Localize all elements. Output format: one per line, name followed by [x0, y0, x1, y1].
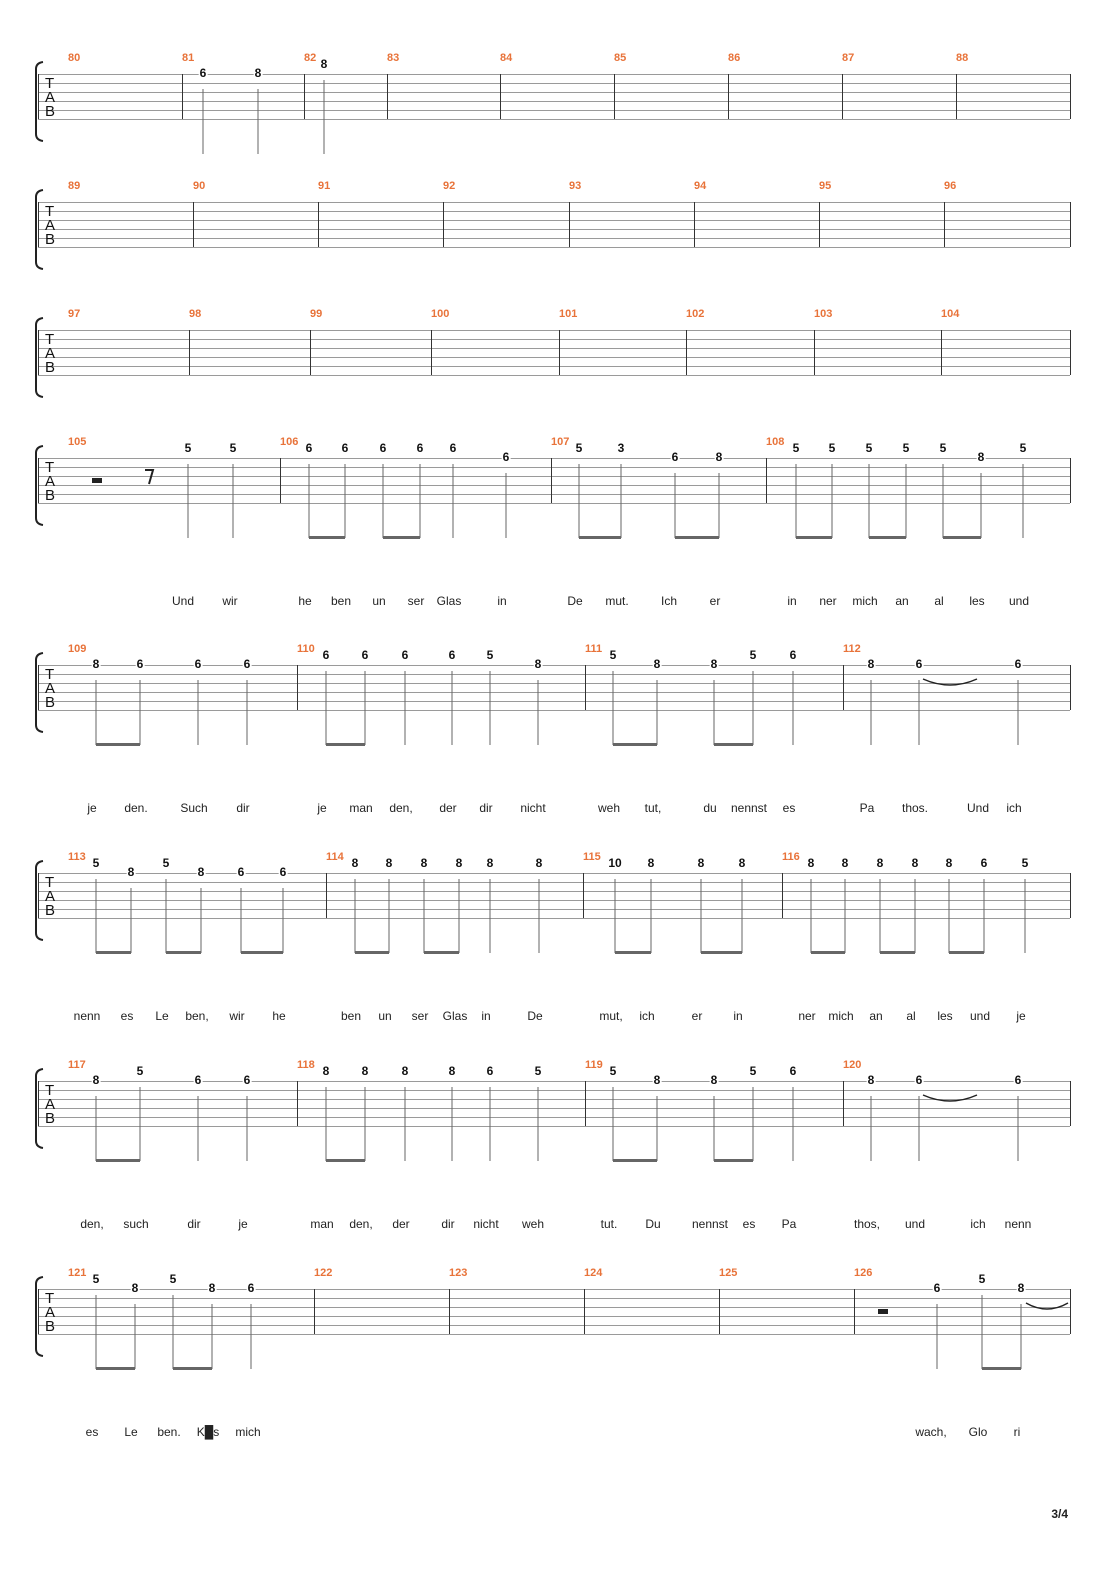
fret-number: 8	[911, 856, 919, 870]
measure-number: 117	[68, 1059, 86, 1071]
fret-number: 6	[194, 1073, 202, 1087]
tab-clef-letter: B	[45, 231, 56, 248]
lyric-syllable: und	[1008, 594, 1030, 608]
fret-number: 5	[169, 1272, 177, 1286]
lyric-syllable: in	[481, 1009, 491, 1023]
fret-number: 8	[401, 1064, 409, 1078]
tab-clef-letter: T	[45, 203, 55, 220]
tab-clef-letter: T	[45, 666, 55, 683]
fret-number: 8	[807, 856, 815, 870]
fret-number: 6	[401, 648, 409, 662]
fret-number: 6	[322, 648, 330, 662]
lyric-syllable: ich	[639, 1009, 655, 1023]
lyric-syllable: Le	[124, 1425, 138, 1439]
lyric-syllable: du	[703, 801, 717, 815]
lyric-syllable: ner	[819, 594, 837, 608]
fret-number: 8	[455, 856, 463, 870]
fret-number: 6	[136, 657, 144, 671]
measure-number: 97	[68, 308, 81, 320]
tab-clef-letter: A	[45, 473, 56, 490]
lyric-syllable: an	[869, 1009, 883, 1023]
fret-number: 5	[749, 1064, 757, 1078]
measure-number: 122	[314, 1267, 333, 1279]
fret-number: 8	[92, 1073, 100, 1087]
fret-number: 6	[449, 441, 457, 455]
fret-number: 8	[697, 856, 705, 870]
lyric-syllable: Ich	[660, 594, 678, 608]
fret-number: 8	[208, 1281, 216, 1295]
measure-number: 99	[310, 308, 323, 320]
lyric-syllable: ich	[1006, 801, 1022, 815]
fret-number: 6	[671, 450, 679, 464]
measure-number: 87	[842, 52, 855, 64]
measure-number: 93	[569, 180, 582, 192]
measure-number: 101	[559, 308, 578, 320]
lyric-syllable: es	[120, 1009, 134, 1023]
lyric-syllable: nennst	[691, 1217, 729, 1231]
lyric-syllable: den,	[349, 1217, 373, 1231]
lyric-syllable: und	[969, 1009, 991, 1023]
tab-clef-letter: B	[45, 1318, 56, 1335]
lyric-syllable: ben,	[185, 1009, 209, 1023]
fret-number: 6	[247, 1281, 255, 1295]
note-beam	[613, 1159, 657, 1162]
fret-number: 8	[867, 1073, 875, 1087]
lyric-syllable: Und	[171, 594, 195, 608]
lyric-syllable: in	[497, 594, 507, 608]
measure-number: 121	[68, 1267, 87, 1279]
note-beam	[613, 743, 657, 746]
fret-number: 6	[1014, 657, 1022, 671]
tie-arc	[923, 1095, 977, 1101]
tab-clef-letter: B	[45, 694, 56, 711]
lyric-syllable: Du	[645, 1217, 661, 1231]
fret-number: 8	[841, 856, 849, 870]
note-beam	[326, 743, 365, 746]
lyric-syllable: such	[123, 1217, 149, 1231]
fret-number: 5	[229, 441, 237, 455]
fret-number: 6	[789, 1064, 797, 1078]
lyric-syllable: ner	[798, 1009, 816, 1023]
fret-number: 8	[197, 865, 205, 879]
measure-number: 82	[304, 52, 317, 64]
tab-clef-letter: B	[45, 1110, 56, 1127]
measure-number: 86	[728, 52, 741, 64]
lyric-syllable: un	[378, 1009, 392, 1023]
note-beam	[982, 1367, 1021, 1370]
measure-number: 80	[68, 52, 81, 64]
lyric-syllable: mich	[235, 1425, 261, 1439]
lyric-syllable: mich	[828, 1009, 854, 1023]
measure-number: 89	[68, 180, 81, 192]
fret-number: 8	[534, 657, 542, 671]
note-beam	[96, 951, 131, 954]
note-beam	[579, 536, 621, 539]
fret-number: 8	[535, 856, 543, 870]
lyric-syllable: nenn	[1004, 1217, 1032, 1231]
fret-number: 6	[361, 648, 369, 662]
note-beam	[355, 951, 389, 954]
note-beam	[714, 1159, 753, 1162]
fret-number: 6	[915, 1073, 923, 1087]
measure-number: 114	[326, 851, 344, 863]
note-beam	[869, 536, 906, 539]
lyric-syllable: ser	[411, 1009, 429, 1023]
fret-number: 6	[980, 856, 988, 870]
measure-number: 105	[68, 436, 87, 448]
measure-number: 83	[387, 52, 400, 64]
lyric-syllable: wir	[222, 594, 238, 608]
lyric-syllable: Le	[155, 1009, 169, 1023]
lyric-syllable: mut,	[599, 1009, 623, 1023]
whole-rest	[878, 1309, 888, 1314]
lyric-syllable: ben	[340, 1009, 362, 1023]
tab-clef-letter: T	[45, 459, 55, 476]
lyric-syllable: ich	[970, 1217, 986, 1231]
tab-clef-letter: B	[45, 487, 56, 504]
note-beam	[241, 951, 283, 954]
measure-number: 108	[766, 436, 785, 448]
lyric-syllable: Pa	[781, 1217, 797, 1231]
measure-number: 103	[814, 308, 833, 320]
tab-clef-letter: T	[45, 874, 55, 891]
fret-number: 5	[162, 856, 170, 870]
fret-number: 6	[199, 66, 207, 80]
fret-number: 8	[385, 856, 393, 870]
lyric-syllable: an	[895, 594, 909, 608]
fret-number: 5	[184, 441, 192, 455]
fret-number: 5	[534, 1064, 542, 1078]
measure-number: 113	[68, 851, 86, 863]
note-beam	[796, 536, 832, 539]
fret-number: 8	[351, 856, 359, 870]
measure-number: 111	[585, 643, 603, 655]
note-beam	[949, 951, 984, 954]
lyric-syllable: nicht	[473, 1217, 499, 1231]
lyric-syllable: der	[392, 1217, 410, 1231]
fret-number: 8	[977, 450, 985, 464]
tie-arc	[923, 679, 977, 685]
fret-number: 6	[448, 648, 456, 662]
tab-clef-letter: A	[45, 1096, 56, 1113]
lyric-syllable: thos.	[901, 801, 929, 815]
fret-number: 5	[792, 441, 800, 455]
note-beam	[383, 536, 420, 539]
lyric-syllable: je	[1016, 1009, 1026, 1023]
lyric-syllable: es	[85, 1425, 99, 1439]
tab-clef-letter: B	[45, 902, 56, 919]
lyric-syllable: nicht	[520, 801, 546, 815]
note-beam	[309, 536, 345, 539]
lyric-syllable: es	[782, 801, 796, 815]
lyric-syllable: weh	[521, 1217, 545, 1231]
note-beam	[424, 951, 459, 954]
lyric-syllable: les	[937, 1009, 953, 1023]
lyric-syllable: Glas	[436, 594, 462, 608]
fret-number: 6	[502, 450, 510, 464]
lyric-syllable: er	[709, 594, 721, 608]
fret-number: 5	[136, 1064, 144, 1078]
lyric-syllable: he	[298, 594, 312, 608]
lyric-syllable: les	[969, 594, 985, 608]
fret-number: 8	[653, 657, 661, 671]
measure-number: 95	[819, 180, 832, 192]
fret-number: 5	[828, 441, 836, 455]
lyric-syllable: al	[906, 1009, 916, 1023]
lyric-syllable: wach,	[915, 1425, 947, 1439]
fret-number: 8	[738, 856, 746, 870]
measure-number: 85	[614, 52, 627, 64]
lyric-syllable: wir	[229, 1009, 245, 1023]
lyric-syllable: weh	[597, 801, 621, 815]
lyric-syllable: ben.	[157, 1425, 181, 1439]
fret-number: 8	[647, 856, 655, 870]
lyric-syllable: in	[787, 594, 797, 608]
fret-number: 5	[1019, 441, 1027, 455]
fret-number: 5	[486, 648, 494, 662]
fret-number: 5	[575, 441, 583, 455]
fret-number: 6	[243, 1073, 251, 1087]
tab-clef-letter: T	[45, 75, 55, 92]
lyric-syllable: es	[742, 1217, 756, 1231]
tab-clef-letter: A	[45, 345, 56, 362]
lyric-syllable: er	[691, 1009, 703, 1023]
fret-number: 6	[279, 865, 287, 879]
lyric-syllable: in	[733, 1009, 743, 1023]
lyric-syllable: den,	[80, 1217, 104, 1231]
note-beam	[714, 743, 753, 746]
fret-number: 8	[867, 657, 875, 671]
lyric-syllable: K█s	[196, 1425, 220, 1439]
lyric-syllable: dir	[187, 1217, 201, 1231]
lyric-syllable: den,	[389, 801, 413, 815]
fret-number: 10	[608, 856, 622, 870]
note-beam	[675, 536, 719, 539]
fret-number: 8	[320, 57, 328, 71]
fret-number: 5	[902, 441, 910, 455]
fret-number: 5	[865, 441, 873, 455]
measure-number: 92	[443, 180, 456, 192]
fret-number: 5	[609, 648, 617, 662]
measure-number: 91	[318, 180, 331, 192]
fret-number: 8	[131, 1281, 139, 1295]
fret-number: 6	[915, 657, 923, 671]
fret-number: 5	[1021, 856, 1029, 870]
note-beam	[943, 536, 981, 539]
fret-number: 6	[789, 648, 797, 662]
measure-number: 81	[182, 52, 195, 64]
measure-number: 90	[193, 180, 206, 192]
fret-number: 8	[710, 1073, 718, 1087]
fret-number: 6	[341, 441, 349, 455]
fret-number: 5	[609, 1064, 617, 1078]
fret-number: 8	[448, 1064, 456, 1078]
fret-number: 5	[92, 856, 100, 870]
lyric-syllable: ben	[330, 594, 352, 608]
fret-number: 8	[420, 856, 428, 870]
fret-number: 8	[92, 657, 100, 671]
fret-number: 5	[92, 1272, 100, 1286]
tab-clef-letter: A	[45, 680, 56, 697]
note-beam	[880, 951, 915, 954]
fret-number: 6	[486, 1064, 494, 1078]
lyric-syllable: je	[238, 1217, 248, 1231]
fret-number: 8	[361, 1064, 369, 1078]
lyric-syllable: al	[934, 594, 944, 608]
lyric-syllable: den.	[124, 801, 148, 815]
lyric-syllable: dir	[479, 801, 493, 815]
fret-number: 8	[653, 1073, 661, 1087]
note-beam	[166, 951, 201, 954]
tab-clef-letter: B	[45, 359, 56, 376]
lyric-syllable: je	[317, 801, 327, 815]
fret-number: 8	[254, 66, 262, 80]
measure-number: 100	[431, 308, 450, 320]
tab-clef-letter: A	[45, 89, 56, 106]
fret-number: 6	[243, 657, 251, 671]
lyric-syllable: mich	[852, 594, 878, 608]
lyric-syllable: un	[372, 594, 386, 608]
tie-arc	[1026, 1303, 1068, 1309]
measure-number: 88	[956, 52, 969, 64]
tab-clef-letter: A	[45, 1304, 56, 1321]
note-beam	[326, 1159, 365, 1162]
measure-number: 104	[941, 308, 960, 320]
measure-number: 120	[843, 1059, 862, 1071]
note-beam	[701, 951, 742, 954]
lyric-syllable: De	[567, 594, 583, 608]
fret-number: 5	[749, 648, 757, 662]
measure-number: 84	[500, 52, 513, 64]
lyric-syllable: Glas	[442, 1009, 468, 1023]
tab-clef-letter: B	[45, 103, 56, 120]
fret-number: 6	[194, 657, 202, 671]
measure-number: 115	[583, 851, 601, 863]
tab-clef-letter: T	[45, 1290, 55, 1307]
note-beam	[173, 1367, 212, 1370]
lyric-syllable: mut.	[605, 594, 629, 608]
lyric-syllable: nenn	[73, 1009, 101, 1023]
measure-number: 110	[297, 643, 315, 655]
measure-number: 106	[280, 436, 299, 448]
measure-number: 107	[551, 436, 570, 448]
measure-number: 116	[782, 851, 800, 863]
measure-number: 94	[694, 180, 707, 192]
fret-number: 8	[945, 856, 953, 870]
lyric-syllable: thos,	[853, 1217, 881, 1231]
fret-number: 6	[305, 441, 313, 455]
fret-number: 8	[127, 865, 135, 879]
fret-number: 8	[715, 450, 723, 464]
page-number: 3/4	[1051, 1507, 1068, 1521]
note-beam	[96, 1367, 135, 1370]
measure-number: 125	[719, 1267, 738, 1279]
lyric-syllable: Glo	[968, 1425, 988, 1439]
lyric-syllable: he	[272, 1009, 286, 1023]
lyric-syllable: nennst	[730, 801, 768, 815]
measure-number: 102	[686, 308, 705, 320]
measure-number: 112	[843, 643, 861, 655]
measure-number: 96	[944, 180, 957, 192]
lyric-syllable: dir	[441, 1217, 455, 1231]
tab-clef-letter: A	[45, 217, 56, 234]
fret-number: 6	[933, 1281, 941, 1295]
lyric-syllable: tut,	[644, 801, 662, 815]
fret-number: 8	[1017, 1281, 1025, 1295]
note-beam	[96, 743, 140, 746]
fret-number: 5	[939, 441, 947, 455]
measure-number: 118	[297, 1059, 315, 1071]
measure-number: 98	[189, 308, 202, 320]
fret-number: 3	[617, 441, 625, 455]
fret-number: 6	[416, 441, 424, 455]
lyric-syllable: ser	[407, 594, 425, 608]
lyric-syllable: der	[439, 801, 457, 815]
lyric-syllable: Pa	[859, 801, 875, 815]
measure-number: 119	[585, 1059, 603, 1071]
fret-number: 5	[978, 1272, 986, 1286]
whole-rest	[92, 478, 102, 483]
fret-number: 8	[322, 1064, 330, 1078]
fret-number: 8	[876, 856, 884, 870]
lyric-syllable: je	[87, 801, 97, 815]
lyric-syllable: und	[904, 1217, 926, 1231]
lyric-syllable: Such	[180, 801, 208, 815]
tab-clef-letter: T	[45, 1082, 55, 1099]
fret-number: 6	[379, 441, 387, 455]
lyric-syllable: dir	[236, 801, 250, 815]
lyric-syllable: man	[310, 1217, 334, 1231]
measure-number: 109	[68, 643, 87, 655]
note-beam	[615, 951, 651, 954]
note-beam	[811, 951, 845, 954]
tab-clef-letter: A	[45, 888, 56, 905]
lyric-syllable: De	[527, 1009, 543, 1023]
fret-number: 6	[237, 865, 245, 879]
lyric-syllable: man	[349, 801, 373, 815]
lyric-syllable: ri	[1013, 1425, 1021, 1439]
tab-clef-letter: T	[45, 331, 55, 348]
measure-number: 123	[449, 1267, 468, 1279]
fret-number: 6	[1014, 1073, 1022, 1087]
fret-number: 8	[710, 657, 718, 671]
fret-number: 8	[486, 856, 494, 870]
lyric-syllable: tut.	[600, 1217, 618, 1231]
lyric-syllable: Und	[966, 801, 990, 815]
measure-number: 124	[584, 1267, 603, 1279]
measure-number: 126	[854, 1267, 873, 1279]
note-beam	[96, 1159, 140, 1162]
